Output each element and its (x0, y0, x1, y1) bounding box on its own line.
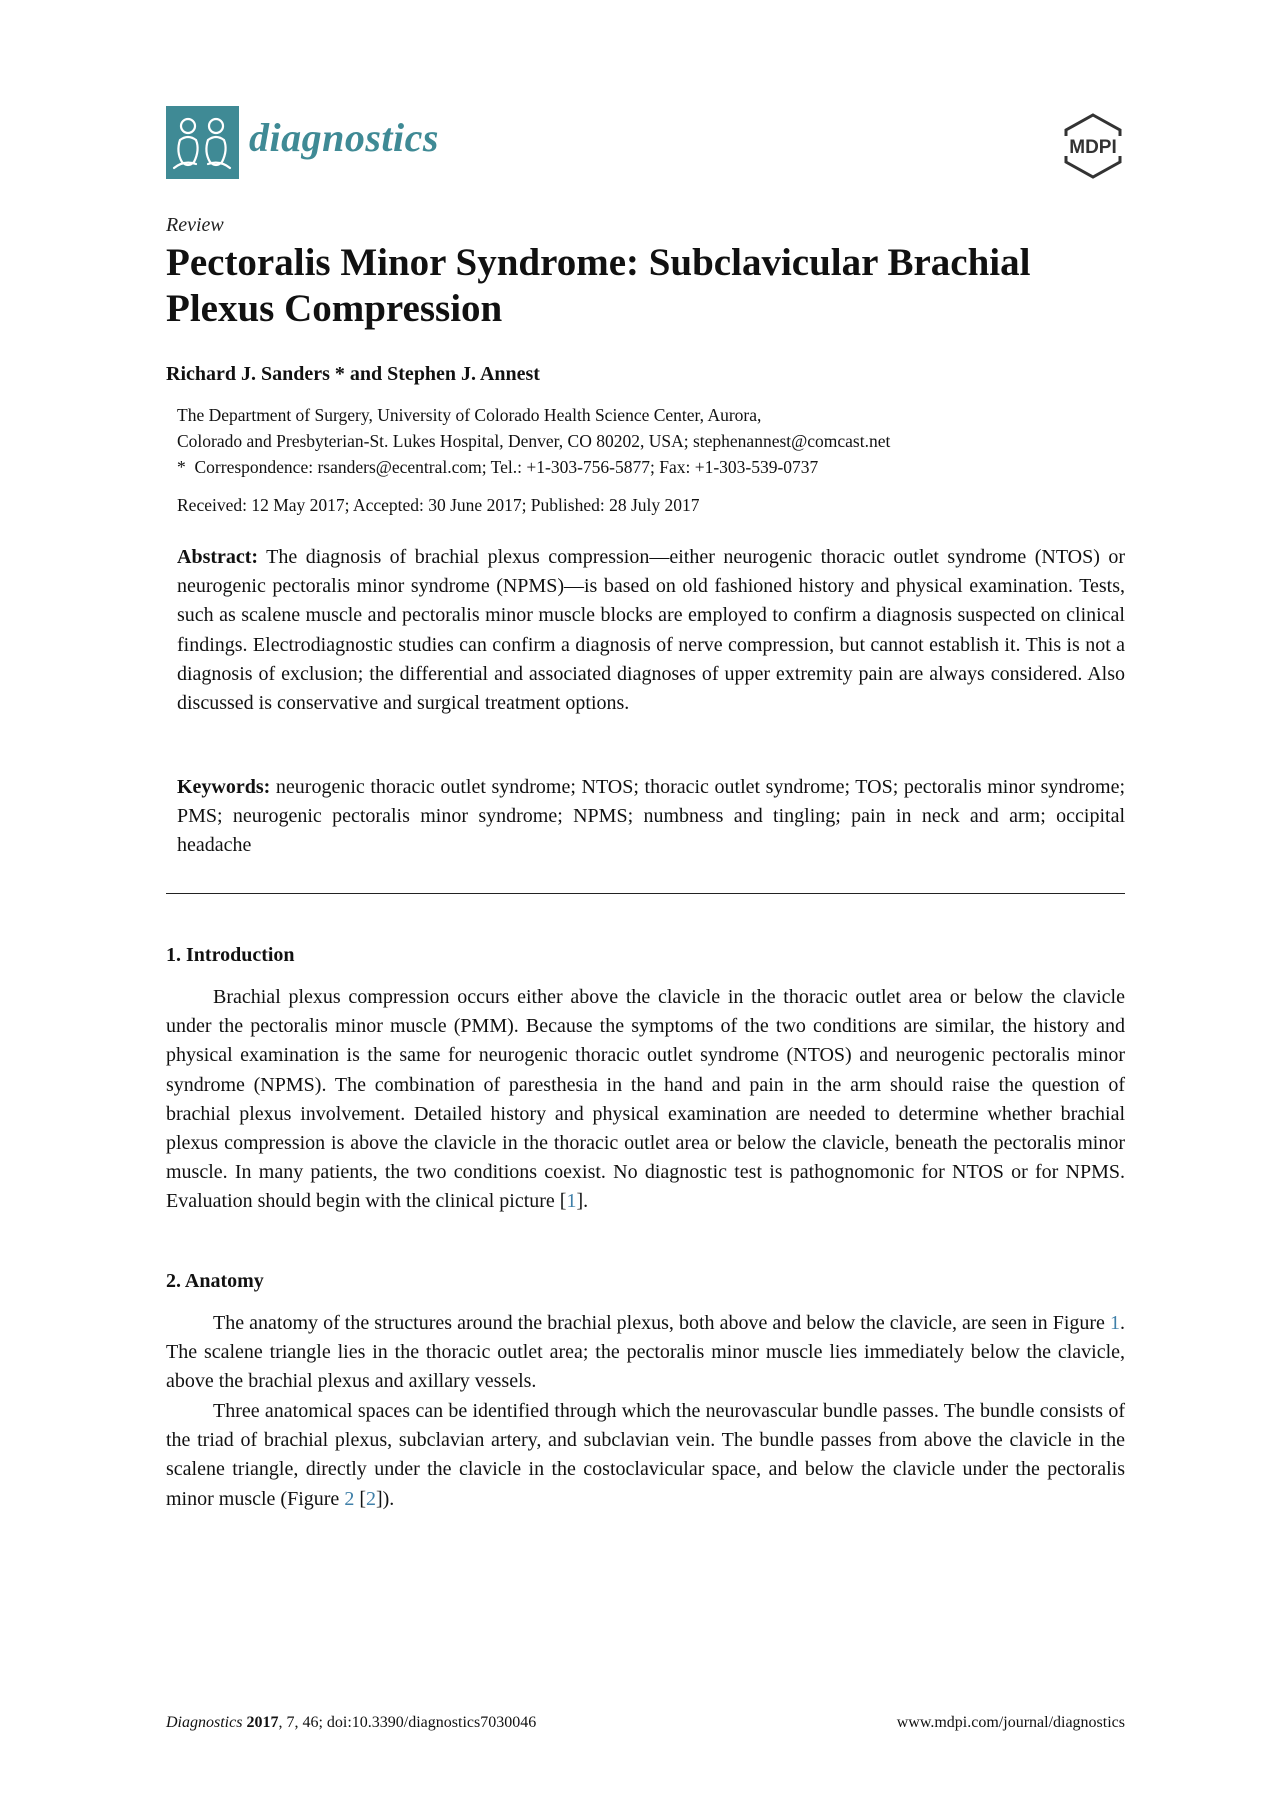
affiliation-line: Colorado and Presbyterian-St. Lukes Hospital, Denver, CO 80202, USA; stephenannest@comcast.net (177, 431, 891, 451)
journal-logo-icon (166, 106, 239, 179)
correspondence-marker: * (177, 457, 186, 477)
reference-link[interactable]: 2 (365, 1487, 376, 1510)
paragraph-text: [ (354, 1487, 366, 1510)
figure-link[interactable]: 1 (1110, 1312, 1120, 1334)
affiliation-line: The Department of Surgery, University of Colorado Health Science Center, Aurora, (177, 405, 762, 425)
section-divider (166, 893, 1125, 894)
reference-link[interactable]: 1 (566, 1190, 577, 1213)
abstract-text: The diagnosis of brachial plexus compression—either neurogenic thoracic outlet syndrome (NTOS) or neurogenic pectoralis minor syndrome (NPMS)—is based on old fashioned history and physical examination. Tests, such as scalene muscle and pectoralis minor muscle blocks are employed to confirm a diagnosis suspected on clinical findings. Electrodiagnostic studies can confirm a diagnosis of nerve compression, but cannot establish it. This is not a diagnosis of exclusion; the differential and associated diagnoses of upper extremity pain are always considered. Also discussed is conservative and surgical treatment options. (177, 546, 1126, 715)
footer-journal: Diagnostics (166, 1714, 243, 1731)
section-heading-anatomy: 2. Anatomy (166, 1270, 264, 1292)
anatomy-paragraph (166, 1309, 1125, 1397)
affiliations (177, 402, 1127, 480)
footer-citation (166, 1714, 536, 1732)
paragraph-text: ]. (576, 1190, 589, 1213)
correspondence-line (177, 454, 1127, 480)
mdpi-logo-icon (1062, 112, 1124, 180)
abstract-label: Abstract: (177, 546, 259, 568)
keywords (177, 773, 1125, 861)
keywords-text: neurogenic thoracic outlet syndrome; NTOS; thoracic outlet syndrome; TOS; pectoralis minor syndrome; PMS; neurogenic pectoralis minor syndrome; NPMS; numbness and tingling; pain in neck and arm; occipital headache (177, 776, 1126, 857)
paragraph-text: Brachial plexus compression occurs either above the clavicle in the thoracic outlet area or below the clavicle under the pectoralis minor muscle (PMM). Because the symptoms of the two conditions are similar, the history and physical examination is the same for neurogenic thoracic outlet syndrome (NTOS) and neurogenic pectoralis minor syndrome (NPMS). The combination of paresthesia in the hand and pain in the arm should raise the question of brachial plexus involvement. Detailed history and physical examination are needed to determine whether brachial plexus compression is above the clavicle in the thoracic outlet area or below the clavicle, beneath the pectoralis minor muscle. In many patients, the two conditions coexist. No diagnostic test is pathognomonic for NTOS or for NPMS. Evaluation should begin with the clinical picture [ (166, 986, 1125, 1213)
paragraph-text: ]). (375, 1487, 395, 1510)
paragraph-text: The anatomy of the structures around the brachial plexus, both above and below the clavicle, are seen in Figure (213, 1312, 1110, 1334)
paragraph-text: . The scalene triangle lies in the thoracic outlet area; the pectoralis minor muscle lies immediately below the clavicle, above the brachial plexus and axillary vessels. (166, 1312, 1125, 1393)
publication-dates: Received: 12 May 2017; Accepted: 30 June 2017; Published: 28 July 2017 (177, 495, 700, 515)
figure-link[interactable]: 2 (344, 1487, 355, 1510)
keywords-label: Keywords: (177, 776, 271, 798)
introduction-paragraph (166, 983, 1125, 1217)
footer-doi: , 7, 46; doi:10.3390/diagnostics7030046 (278, 1714, 537, 1731)
section-heading-introduction: 1. Introduction (166, 944, 295, 966)
correspondence-text: Correspondence: rsanders@ecentral.com; Tel.: +1-303-756-5877; Fax: +1-303-539-0737 (194, 457, 819, 477)
mdpi-logo-text: MDPI (1069, 137, 1117, 158)
author-list: Richard J. Sanders * and Stephen J. Annest (166, 363, 540, 385)
paragraph-text: Three anatomical spaces can be identified through which the neurovascular bundle passes. The bundle consists of the triad of brachial plexus, subclavian artery, and subclavian vein. The bundle passes from above the clavicle in the scalene triangle, directly under the clavicle in the costoclavicular space, and below the clavicle under the pectoralis minor muscle (Figure (166, 1400, 1125, 1510)
article-title: Pectoralis Minor Syndrome: Subclavicular Brachial Plexus Compression (166, 241, 1031, 330)
article-type: Review (166, 214, 224, 236)
footer-url[interactable]: www.mdpi.com/journal/diagnostics (896, 1714, 1125, 1731)
footer-year: 2017 (246, 1714, 279, 1731)
abstract (177, 543, 1125, 718)
anatomy-paragraph (166, 1397, 1125, 1514)
journal-name: diagnostics (249, 115, 439, 160)
